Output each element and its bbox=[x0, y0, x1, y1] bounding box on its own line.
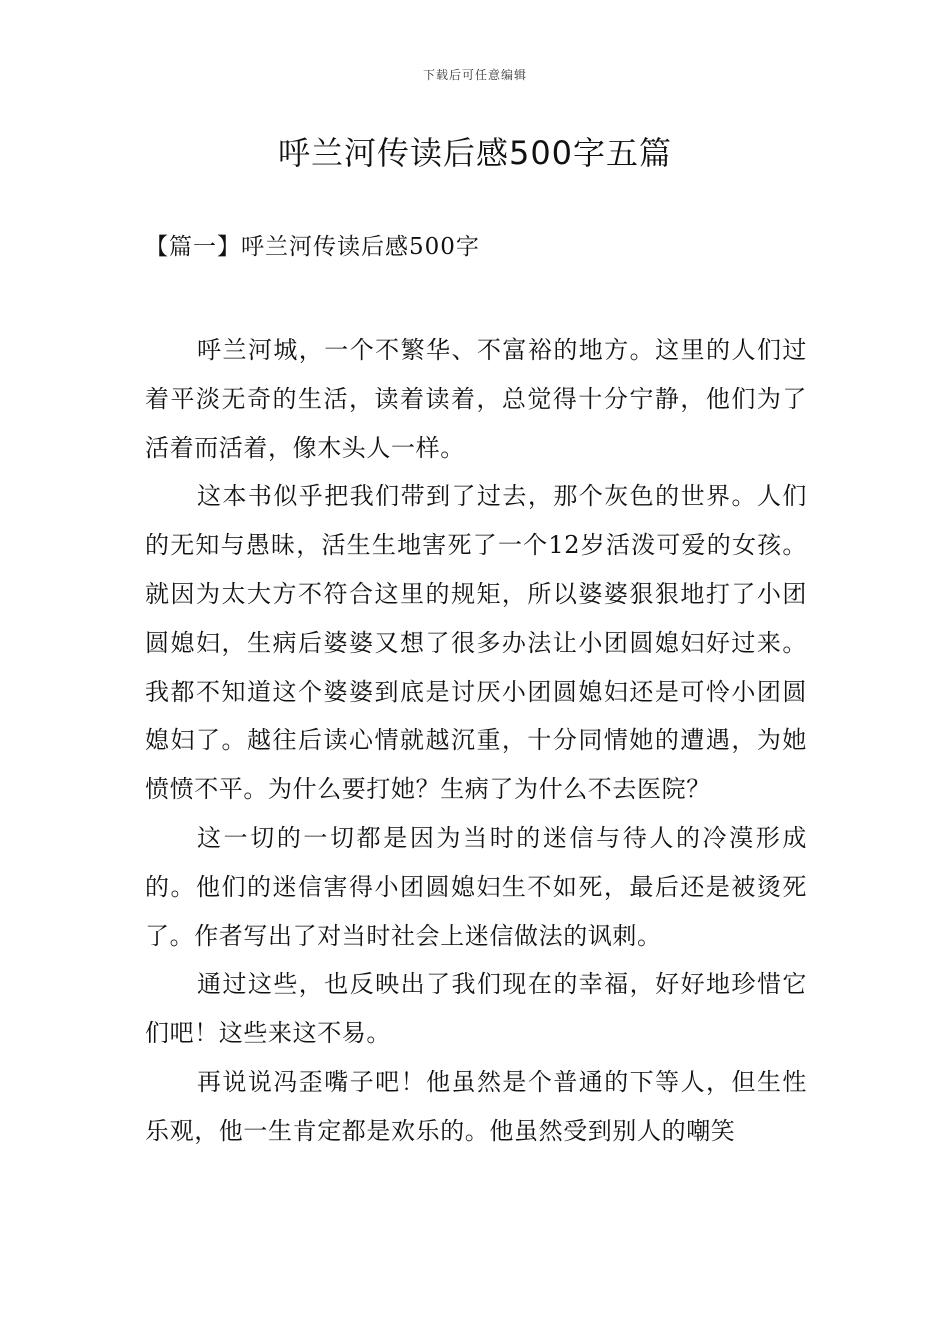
document-title: 呼兰河传读后感500字五篇 bbox=[277, 134, 673, 172]
article-body bbox=[145, 326, 807, 1156]
paragraph-5: 再说说冯歪嘴子吧！他虽然是个普通的下等人，但生性乐观，他一生肯定都是欢乐的。他虽然受到别人的嘲笑 bbox=[145, 1067, 807, 1145]
paragraph-4: 通过这些，也反映出了我们现在的幸福，好好地珍惜它们吧！这些来这不易。 bbox=[145, 970, 807, 1048]
paragraph-2: 这本书似乎把我们带到了过去，那个灰色的世界。人们的无知与愚昧，活生生地害死了一个12岁活泼可爱的女孩。就因为太大方不符合这里的规矩，所以婆婆狠狠地打了小团圆媳妇，生病后婆婆又想了很多办法让小团圆媳妇好过来。我都不知道这个婆婆到底是讨厌小团圆媳妇还是可怜小团圆媳妇了。越往后读心情就越沉重，十分同情她的遭遇，为她愤愤不平。为什么要打她？生病了为什么不去医院？ bbox=[145, 482, 807, 804]
paragraph-1: 呼兰河城，一个不繁华、不富裕的地方。这里的人们过着平淡无奇的生活，读着读着，总觉得十分宁静，他们为了活着而活着，像木头人一样。 bbox=[145, 336, 807, 462]
paragraph-3: 这一切的一切都是因为当时的迷信与待人的冷漠形成的。他们的迷信害得小团圆媳妇生不如死，最后还是被烫死了。作者写出了对当时社会上迷信做法的讽刺。 bbox=[145, 823, 807, 950]
section-heading: 【篇一】呼兰河传读后感500字 bbox=[145, 234, 480, 260]
header-note: 下载后可任意编辑 bbox=[422, 68, 527, 82]
